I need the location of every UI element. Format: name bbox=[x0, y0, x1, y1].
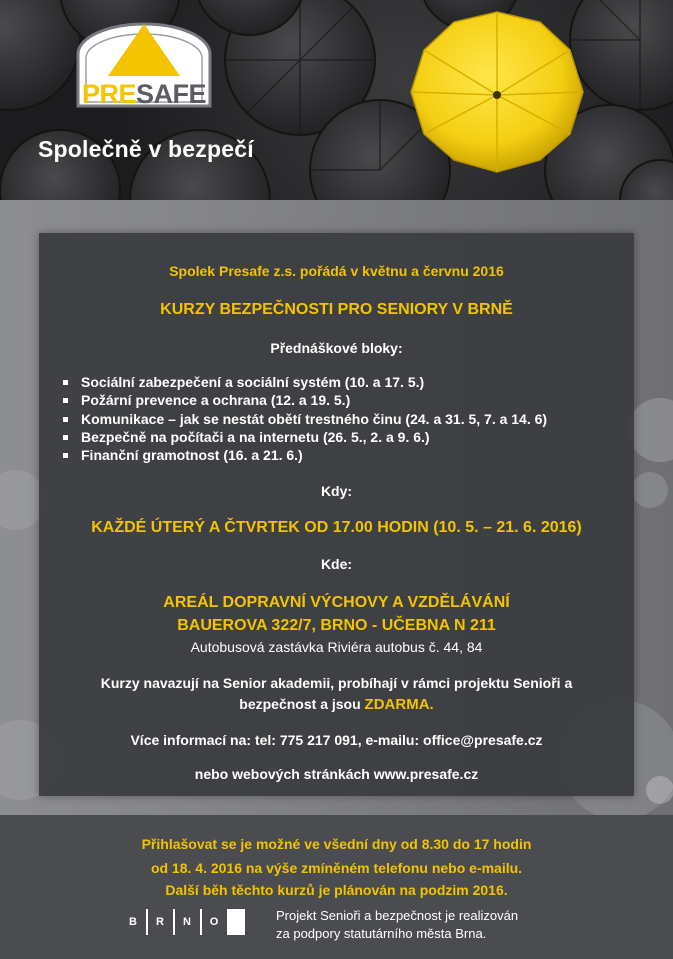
content-area bbox=[0, 200, 673, 815]
where-line-2: BAUEROVA 322/7, BRNO - UČEBNA N 211 bbox=[177, 617, 496, 634]
tagline: Společně v bezpečí bbox=[38, 136, 254, 162]
list-item: Komunikace – jak se nestát obětí trestného činu (24. a 31. 5, 7. a 14. 6) bbox=[62, 410, 547, 428]
lecture-blocks-list bbox=[62, 373, 547, 464]
footer bbox=[0, 815, 673, 959]
contact-info: Více informací na: tel: 775 217 091, e-mailu: office@presafe.cz bbox=[130, 732, 543, 748]
header-banner bbox=[0, 0, 673, 200]
course-title: KURZY BEZPEČNOSTI PRO SENIORY V BRNĚ bbox=[160, 301, 513, 318]
registration-line-2: od 18. 4. 2016 na výše zmíněném telefonu nebo e-mailu. bbox=[150, 860, 523, 876]
list-item: Sociální zabezpečení a sociální systém (10. a 17. 5.) bbox=[62, 373, 547, 391]
brno-letter: O bbox=[209, 916, 219, 928]
free-highlight: ZDARMA. bbox=[364, 696, 434, 713]
info-line-1: Kurzy navazují na Senior akademii, probíhají v rámci projektu Senioři a bbox=[100, 675, 573, 691]
registration-line-3: Další běh těchto kurzů je plánován na podzim 2016. bbox=[165, 882, 508, 898]
logo-wordmark bbox=[80, 79, 208, 109]
where-heading: Kde: bbox=[320, 556, 353, 572]
brno-letter: B bbox=[129, 916, 137, 928]
intro-text: Spolek Presafe z.s. pořádá v květnu a červnu 2016 bbox=[169, 263, 504, 279]
logo-safe: SAFE bbox=[136, 79, 207, 109]
when-heading: Kdy: bbox=[320, 483, 353, 499]
registration-line-1: Přihlašovat se je možné ve všední dny od 8.30 do 17 hodin bbox=[141, 836, 532, 852]
list-item: Požární prevence a ochrana (12. a 19. 5.) bbox=[62, 391, 547, 409]
blocks-heading: Přednáškové bloky: bbox=[270, 340, 403, 356]
presafe-logo bbox=[74, 18, 214, 110]
website-info: nebo webových stránkách www.presafe.cz bbox=[194, 766, 479, 782]
list-item: Finanční gramotnost (16. a 21. 6.) bbox=[62, 446, 547, 464]
info-line-2-text: bezpečnost a jsou bbox=[239, 696, 365, 712]
bus-stop-info: Autobusová zastávka Riviéra autobus č. 44, 84 bbox=[190, 639, 483, 655]
logo-pre: PRE bbox=[81, 79, 136, 109]
list-item: Bezpečně na počítači a na internetu (26. 5., 2. a 9. 6.) bbox=[62, 428, 547, 446]
where-line-1: AREÁL DOPRAVNÍ VÝCHOVY A VZDĚLÁVÁNÍ bbox=[163, 594, 510, 611]
project-line-1: Projekt Senioři a bezpečnost je realizován bbox=[276, 908, 519, 923]
info-line-2 bbox=[39, 696, 634, 713]
course-info-card bbox=[39, 233, 634, 796]
brno-box bbox=[227, 909, 245, 935]
brno-letter: R bbox=[156, 916, 164, 928]
when-value: KAŽDÉ ÚTERÝ A ČTVRTEK OD 17.00 HODIN (10. 5. – 21. 6. 2016) bbox=[91, 519, 582, 536]
project-line-2: za podpory statutárního města Brna. bbox=[276, 926, 487, 941]
project-note bbox=[276, 907, 518, 943]
brno-letter: N bbox=[183, 916, 191, 928]
